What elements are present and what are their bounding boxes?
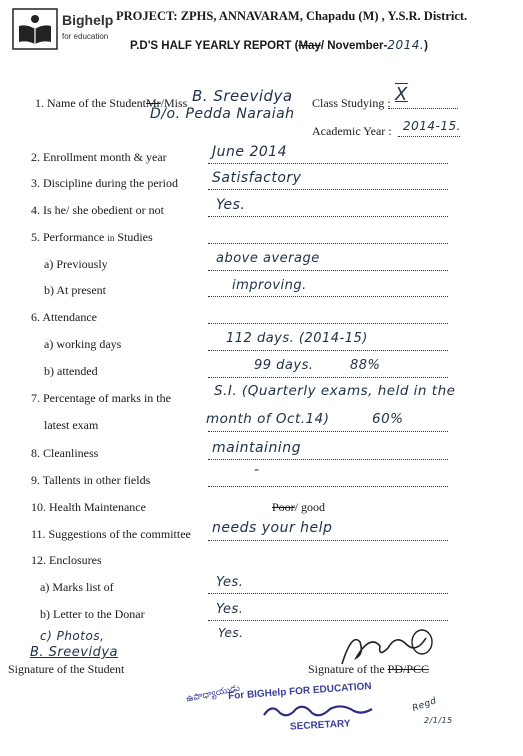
student-name-label-struck: Mr: [145, 96, 161, 110]
attended-value: 99 days.: [254, 358, 314, 373]
letter-value: Yes.: [216, 602, 244, 617]
pd-signature-label: [308, 662, 429, 677]
marks-percent: 60%: [372, 411, 404, 427]
report-title-mid: / November-: [320, 40, 388, 52]
present-label: b) At present: [44, 283, 106, 297]
suggestions-value: needs your help: [212, 520, 333, 536]
stamp-small-text: ఉపాధ్యాయుడు: [185, 682, 241, 704]
student-name-label-suffix: /Miss: [160, 96, 188, 110]
previously-label: a) Previously: [44, 257, 108, 271]
bighelp-logo: [12, 8, 58, 50]
report-title-year: 2014.: [387, 38, 425, 52]
student-signature-label: Signature of the Student: [8, 662, 125, 676]
report-title-struck: May: [298, 40, 321, 52]
marks-value-line1: S.I. (Quarterly exams, held in the: [214, 383, 456, 399]
stamp-line2: SECRETARY: [289, 718, 351, 733]
suggestions-label: 11. Suggestions of the committee: [31, 527, 191, 541]
attendance-label: 6. Attendance: [31, 310, 97, 324]
talents-label: 9. Tallents in other fields: [31, 473, 151, 487]
stamp-date: 2/1/15: [424, 716, 453, 725]
class-value: X: [395, 84, 408, 105]
enrollment-label: 2. Enrollment month & year: [31, 150, 167, 164]
logo-name: Bighelp: [62, 12, 114, 28]
book-person-icon: [12, 8, 58, 50]
marks-value-line2: month of Oct.14): [206, 411, 330, 427]
academic-year-value: 2014-15.: [403, 119, 461, 133]
cleanliness-label: 8. Cleanliness: [31, 446, 99, 460]
performance-label-b: in: [107, 233, 115, 243]
performance-label-a: 5. Performance: [31, 230, 105, 244]
attended-label: b) attended: [44, 364, 98, 378]
stamp-line1: For BIGHelp FOR EDUCATION: [227, 681, 372, 702]
working-days-label: a) working days: [44, 337, 122, 351]
obedient-label: 4. Is he/ she obedient or not: [31, 203, 164, 217]
marks-list-value: Yes.: [216, 575, 244, 590]
pd-signature-label-prefix: Signature of the: [308, 662, 385, 676]
discipline-label: 3. Discipline during the period: [31, 176, 178, 190]
discipline-value: Satisfactory: [212, 170, 302, 186]
performance-label-c: Studies: [117, 230, 153, 244]
health-value-struck: Poor: [272, 500, 295, 514]
previously-value: above average: [216, 251, 320, 266]
academic-year-label: Academic Year :: [312, 124, 392, 138]
pd-signature-label-struck: PD/PCC: [387, 662, 430, 676]
logo-tagline: for education: [62, 32, 109, 41]
obedient-value: Yes.: [216, 197, 246, 213]
letter-label: b) Letter to the Donar: [40, 607, 145, 621]
health-value: [272, 500, 325, 515]
class-label: Class Studying :: [312, 96, 391, 110]
student-name-value: B. Sreevidya: [192, 87, 293, 105]
student-signature: B. Sreevidya: [30, 645, 118, 660]
working-days-value: 112 days. (2014-15): [226, 331, 368, 346]
report-title-suffix: ): [424, 40, 429, 52]
marks-label-line2: latest exam: [44, 418, 99, 432]
enrollment-value: June 2014: [212, 144, 288, 160]
health-label: 10. Health Maintenance: [31, 500, 146, 514]
project-title: PROJECT: ZPHS, ANNAVARAM, Chapadu (M) , Y.S.R. District.: [116, 9, 468, 23]
marks-list-label: a) Marks list of: [40, 580, 114, 594]
talents-value: -: [254, 462, 260, 478]
photos-label: c) Photos,: [40, 629, 105, 643]
enclosures-label: 12. Enclosures: [31, 553, 102, 567]
marks-label-line1: 7. Percentage of marks in the: [31, 391, 171, 405]
cleanliness-value: maintaining: [212, 440, 301, 456]
student-parent-value: D/o. Pedda Naraiah: [150, 106, 295, 122]
report-title: [130, 38, 428, 52]
report-title-prefix: P.D'S HALF YEARLY REPORT (: [130, 40, 299, 52]
photos-value: Yes.: [218, 626, 244, 640]
present-value: improving.: [232, 278, 307, 293]
health-value-rest: / good: [294, 500, 326, 514]
stamp-initial: Regd: [411, 695, 439, 715]
student-name-label-prefix: 1. Name of the Student: [35, 96, 146, 110]
attended-percent: 88%: [350, 358, 381, 373]
performance-label: [31, 230, 153, 245]
